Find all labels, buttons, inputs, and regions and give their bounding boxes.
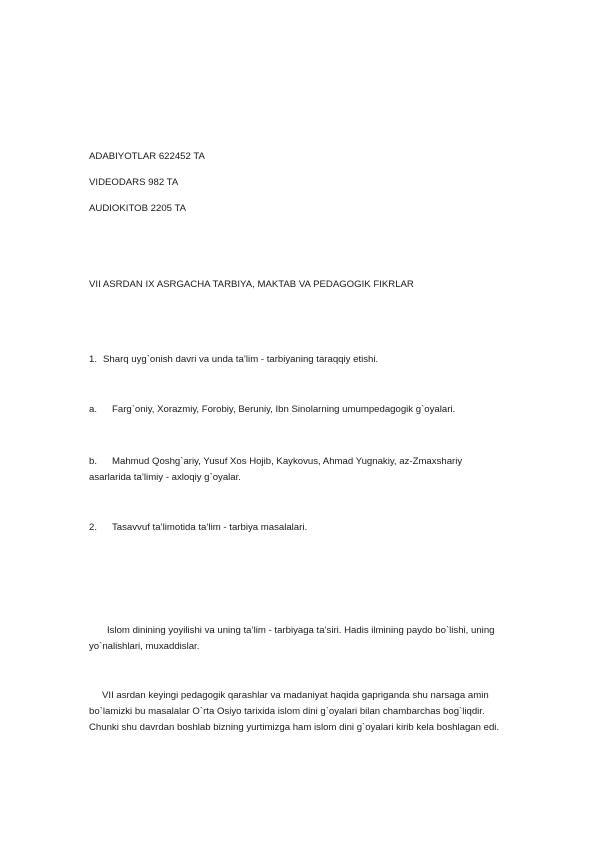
paragraph-islam-spread: Islom dinining yoyilishi va uning ta’lim - tarbiyaga ta’siri. Hadis ilmining paydo bo`lishi, uning yo`nalishlari, muxaddislar. xyxy=(89,625,495,652)
outline-item-1-text: Sharq uyg`onish davri va unda ta’lim - tarbiyaning taraqqiy etishi. xyxy=(103,354,379,365)
outline-item-1 xyxy=(89,354,378,366)
stats-video-lessons: VIDEODARS 982 TA xyxy=(89,177,179,188)
outline-item-1-marker: 1. xyxy=(89,354,98,365)
stats-literature: ADABIYOTLAR 622452 TA xyxy=(89,151,205,162)
outline-item-2-marker: 2. xyxy=(89,522,98,533)
outline-item-2-text: Tasavvuf ta’limotida ta’lim - tarbiya masalalari. xyxy=(112,522,308,533)
outline-item-b-marker: b. xyxy=(89,456,98,467)
outline-item-a xyxy=(89,404,455,416)
outline-item-2 xyxy=(89,522,307,534)
stats-audiobooks: AUDIOKITOB 2205 TA xyxy=(89,203,187,214)
paragraph-pedagogical-views: VII asrdan keyingi pedagogik qarashlar va madaniyat haqida gapriganda shu narsaga amin bo`lamizki bu masalalar O`rta Osiyo tarixida islom dini g`oyalari bilan chambarchas bog`liqdir. Chunki shu davrdan boshlab bizning yurtimizga ham islom dini g`oyalari kirib kela boshlagan edi. xyxy=(89,690,500,733)
outline-item-a-text: Farg`oniy, Xorazmiy, Forobiy, Beruniy, Ibn Sinolarning umumpedagogik g`oyalari. xyxy=(112,404,456,415)
section-heading: VII ASRDAN IX ASRGACHA TARBIYA, MAKTAB VA PEDAGOGIK FIKRLAR xyxy=(89,279,414,290)
outline-item-b-text: Mahmud Qoshg`ariy, Yusuf Xos Hojib, Kaykovus, Ahmad Yugnakiy, az-Zmaxshariy asarlarida ta’limiy - axloqiy g`oyalar. xyxy=(89,456,463,483)
outline-item-a-marker: a. xyxy=(89,404,98,415)
outline-item-b xyxy=(89,454,489,485)
